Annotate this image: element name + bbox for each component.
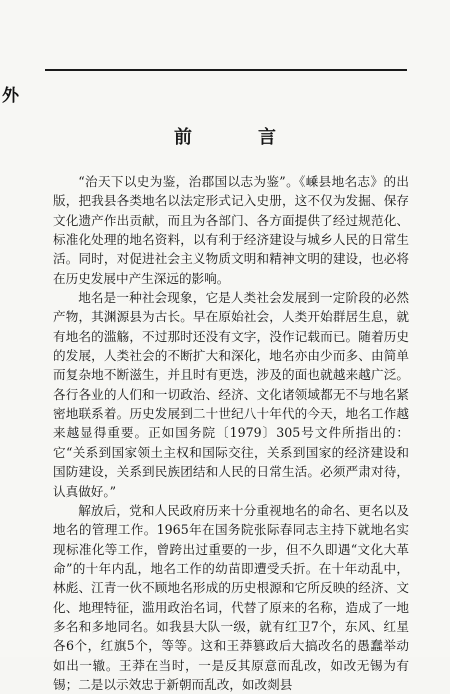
margin-character: 外 <box>2 86 19 106</box>
page-title: 前 言 <box>174 127 300 148</box>
paragraph-2: 地名是一种社会现象，它是人类社会发展到一定阶段的必然产物，其渊源县为古长。早在原始社会，人类开始群居生息，就有地名的滥觞，不过那时还没有文字，没作记载而已。随着历史的发展，人类社会的不断扩大和深化，地名亦由少而多、由简单而复杂地不断滋生，并且时有更迭，涉及的面也就越来越广泛。各行各业的人们和一切政治、经济、文化诸领域都无不与地名紧密地联系着。历史发展到二十世纪八十年代的今天，地名工作越来越显得重要。正如国务院〔1979〕305号文件所指出的：它“关系到国家领土主权和国际交往，关系到国家的经济建设和国防建设，关系到民族团结和人民的日常生活。必须严肃对待，认真做好。” <box>53 290 409 499</box>
header-rule <box>45 69 407 71</box>
paragraph-1: “治天下以史为鉴，治郡国以志为鉴”。《嵊县地名志》的出版，把我县各类地名以法定形式记入史册，这不仅为发掘、保存文化遗产作出贡献，而且为各部门、各方面提供了经过规范化、标准化处理的地名资料，以有利于经济建设与城乡人民的日常生活。同时，对促进社会主义物质文明和精神文明的建设，也必将在历史发展中产生深远的影响。 <box>53 174 409 286</box>
body-text <box>53 172 409 694</box>
paragraph-3: 解放后，党和人民政府历来十分重视地名的命名、更名以及地名的管理工作。1965年在国务院张际春同志主持下就地名实现标准化等工作，曾跨出过重要的一步，但不久即遇“文化大革命”的十年内乱，地名工作的幼苗即遭受夭折。在十年动乱中，林彪、江青一伙不顾地名形成的历史根源和它所反映的经济、文化、地理特征，滥用政治名词，代替了原来的名称，造成了一地多名和多地同名。如我县大队一级，就有红卫7个，东风、红星各6个，红旗5个，等等。这和王莽篡政后大搞改名的愚蠢举动如出一辙。王莽在当时，一是反其原意而乱改，如改无锡为有锡；二是以示效忠于新朝而乱改，如改剡县 <box>53 502 409 692</box>
